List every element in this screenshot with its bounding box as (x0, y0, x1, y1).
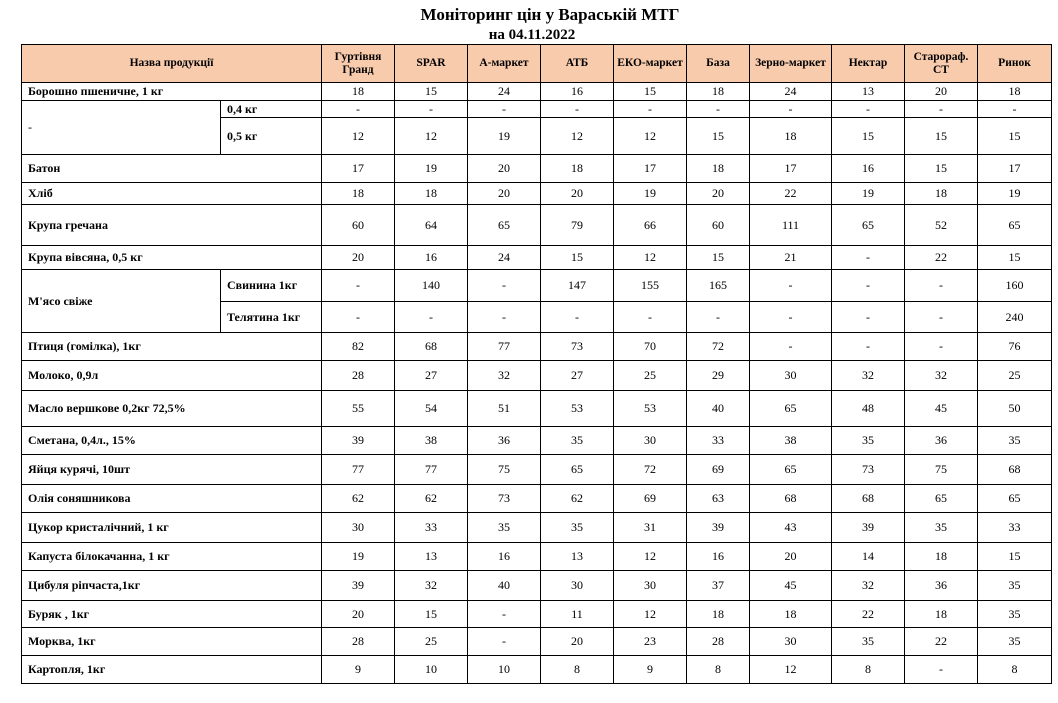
price-cell: 15 (832, 118, 905, 155)
price-cell: 15 (905, 155, 978, 183)
price-cell: 165 (687, 270, 750, 302)
product-subtype: Телятина 1кг (221, 302, 322, 333)
price-cell: 16 (687, 543, 750, 571)
price-cell: 140 (395, 270, 468, 302)
table-row (22, 571, 1052, 601)
price-cell: 62 (395, 485, 468, 513)
price-cell: - (614, 101, 687, 118)
price-cell: 16 (468, 543, 541, 571)
price-cell: 15 (978, 246, 1052, 270)
price-cell: 12 (614, 601, 687, 628)
price-cell: 39 (322, 571, 395, 601)
price-cell: 73 (541, 333, 614, 361)
price-cell: 18 (978, 83, 1052, 101)
price-cell: 19 (468, 118, 541, 155)
price-cell: - (468, 270, 541, 302)
price-cell: 35 (832, 628, 905, 656)
price-cell: 17 (322, 155, 395, 183)
price-cell: 69 (614, 485, 687, 513)
price-cell: 10 (395, 656, 468, 684)
price-cell: - (905, 656, 978, 684)
price-cell: 15 (978, 118, 1052, 155)
price-cell: - (832, 101, 905, 118)
price-cell: 12 (750, 656, 832, 684)
price-cell: 22 (905, 246, 978, 270)
product-name: Цукор кристалічний, 1 кг (22, 513, 322, 543)
header-store: Ринок (978, 45, 1052, 83)
price-cell: - (468, 628, 541, 656)
price-cell: 35 (978, 571, 1052, 601)
price-cell: - (687, 302, 750, 333)
page-title: Моніторинг цін у Вараській МТГ (420, 5, 680, 24)
price-cell: 32 (468, 361, 541, 391)
header-store: ЕКО-маркет (614, 45, 687, 83)
table-row (22, 455, 1052, 485)
table-row (22, 270, 1052, 302)
price-cell: 9 (322, 656, 395, 684)
price-cell: 24 (468, 246, 541, 270)
price-cell: 35 (468, 513, 541, 543)
price-cell: 20 (322, 246, 395, 270)
price-cell: 79 (541, 205, 614, 246)
price-cell: 53 (541, 391, 614, 427)
product-name: Птиця (гомілка), 1кг (22, 333, 322, 361)
price-cell: 15 (687, 118, 750, 155)
price-cell: 54 (395, 391, 468, 427)
product-name: Крупа вівсяна, 0,5 кг (22, 246, 322, 270)
product-name: Сметана, 0,4л., 15% (22, 427, 322, 455)
price-cell: 73 (832, 455, 905, 485)
price-cell: - (905, 270, 978, 302)
price-cell: 76 (978, 333, 1052, 361)
price-cell: 36 (905, 427, 978, 455)
price-cell: 37 (687, 571, 750, 601)
price-cell: 16 (832, 155, 905, 183)
price-cell: 38 (395, 427, 468, 455)
table-row (22, 543, 1052, 571)
product-name: Молоко, 0,9л (22, 361, 322, 391)
price-cell: 35 (905, 513, 978, 543)
price-cell: 73 (468, 485, 541, 513)
price-cell: 62 (322, 485, 395, 513)
price-cell: 39 (832, 513, 905, 543)
price-cell: 13 (832, 83, 905, 101)
price-cell: 12 (322, 118, 395, 155)
price-cell: 60 (322, 205, 395, 246)
price-cell: - (832, 302, 905, 333)
product-name: Олія соняшникова (22, 485, 322, 513)
table-row (22, 656, 1052, 684)
table-row (22, 513, 1052, 543)
price-cell: 15 (541, 246, 614, 270)
price-cell: - (322, 302, 395, 333)
price-cell: 30 (750, 361, 832, 391)
price-cell: 15 (395, 601, 468, 628)
price-cell: - (750, 270, 832, 302)
product-subtype: 0,4 кг (221, 101, 322, 118)
header-store: Старораф. СТ (905, 45, 978, 83)
price-cell: 60 (687, 205, 750, 246)
price-cell: 38 (750, 427, 832, 455)
price-cell: 75 (905, 455, 978, 485)
price-cell: 16 (395, 246, 468, 270)
price-cell: - (750, 101, 832, 118)
product-name: Крупа гречана (22, 205, 322, 246)
price-cell: - (541, 101, 614, 118)
price-cell: 20 (322, 601, 395, 628)
price-cell: - (832, 246, 905, 270)
price-cell: 32 (832, 571, 905, 601)
price-cell: 65 (978, 485, 1052, 513)
price-cell: 19 (322, 543, 395, 571)
price-cell: - (750, 302, 832, 333)
price-cell: - (468, 601, 541, 628)
price-cell: 111 (750, 205, 832, 246)
price-cell: 28 (687, 628, 750, 656)
price-table (21, 44, 1052, 684)
price-cell: 39 (322, 427, 395, 455)
price-cell: 147 (541, 270, 614, 302)
price-cell: 16 (541, 83, 614, 101)
price-cell: 19 (614, 183, 687, 205)
price-cell: 20 (750, 543, 832, 571)
price-cell: 32 (395, 571, 468, 601)
price-cell: 77 (468, 333, 541, 361)
price-cell: 25 (395, 628, 468, 656)
price-cell: 45 (750, 571, 832, 601)
price-cell: 14 (832, 543, 905, 571)
price-cell: 36 (468, 427, 541, 455)
price-cell: 65 (468, 205, 541, 246)
price-cell: 50 (978, 391, 1052, 427)
price-cell: 68 (832, 485, 905, 513)
product-name: Капуста білокачанна, 1 кг (22, 543, 322, 571)
price-cell: 35 (832, 427, 905, 455)
table-row (22, 83, 1052, 101)
price-cell: 66 (614, 205, 687, 246)
price-cell: 155 (614, 270, 687, 302)
price-cell: 75 (468, 455, 541, 485)
header-store: Нектар (832, 45, 905, 83)
price-cell: 39 (687, 513, 750, 543)
price-cell: 18 (395, 183, 468, 205)
price-cell: 20 (468, 155, 541, 183)
price-cell: 30 (322, 513, 395, 543)
price-cell: 12 (614, 118, 687, 155)
price-cell: 15 (905, 118, 978, 155)
price-cell: - (687, 101, 750, 118)
price-cell: 24 (468, 83, 541, 101)
price-cell: 33 (978, 513, 1052, 543)
price-cell: 70 (614, 333, 687, 361)
price-cell: 12 (541, 118, 614, 155)
price-cell: 77 (395, 455, 468, 485)
table-row (22, 601, 1052, 628)
price-cell: 45 (905, 391, 978, 427)
price-cell: - (541, 302, 614, 333)
price-cell: 240 (978, 302, 1052, 333)
product-name: - (22, 101, 221, 155)
header-store: SPAR (395, 45, 468, 83)
price-cell: 33 (395, 513, 468, 543)
price-cell: - (395, 101, 468, 118)
price-cell: 40 (687, 391, 750, 427)
price-cell: 19 (978, 183, 1052, 205)
price-cell: 52 (905, 205, 978, 246)
price-cell: 160 (978, 270, 1052, 302)
price-cell: 27 (541, 361, 614, 391)
product-name: Батон (22, 155, 322, 183)
price-cell: 30 (750, 628, 832, 656)
price-cell: 35 (541, 427, 614, 455)
header-row (22, 45, 1052, 83)
price-cell: - (832, 333, 905, 361)
price-cell: 65 (905, 485, 978, 513)
price-cell: 48 (832, 391, 905, 427)
header-store: Зерно-маркет (750, 45, 832, 83)
price-cell: 28 (322, 361, 395, 391)
header-store: А-маркет (468, 45, 541, 83)
price-cell: 68 (978, 455, 1052, 485)
price-cell: 20 (468, 183, 541, 205)
price-cell: 18 (322, 83, 395, 101)
product-subtype: Свинина 1кг (221, 270, 322, 302)
price-cell: 53 (614, 391, 687, 427)
price-cell: 82 (322, 333, 395, 361)
price-cell: 35 (978, 628, 1052, 656)
price-cell: 72 (687, 333, 750, 361)
price-cell: 15 (687, 246, 750, 270)
price-cell: 32 (832, 361, 905, 391)
price-cell: 63 (687, 485, 750, 513)
price-cell: 25 (614, 361, 687, 391)
price-cell: - (395, 302, 468, 333)
price-cell: 18 (750, 118, 832, 155)
price-cell: 17 (614, 155, 687, 183)
price-cell: 18 (322, 183, 395, 205)
price-cell: 51 (468, 391, 541, 427)
price-cell: 13 (541, 543, 614, 571)
price-cell: 22 (750, 183, 832, 205)
price-cell: - (905, 333, 978, 361)
table-row (22, 333, 1052, 361)
table-row (22, 485, 1052, 513)
table-row (22, 427, 1052, 455)
page-date: на 04.11.2022 (488, 27, 576, 43)
product-name: Картопля, 1кг (22, 656, 322, 684)
price-cell: 10 (468, 656, 541, 684)
price-cell: 35 (978, 427, 1052, 455)
price-cell: - (614, 302, 687, 333)
price-cell: 65 (832, 205, 905, 246)
table-row (22, 183, 1052, 205)
table-row (22, 246, 1052, 270)
product-name: М'ясо свіже (22, 270, 221, 333)
price-cell: 65 (978, 205, 1052, 246)
price-cell: 12 (614, 543, 687, 571)
product-name: Яйця курячі, 10шт (22, 455, 322, 485)
price-cell: 25 (978, 361, 1052, 391)
price-cell: 12 (395, 118, 468, 155)
price-cell: 11 (541, 601, 614, 628)
price-cell: 18 (687, 155, 750, 183)
price-cell: 13 (395, 543, 468, 571)
price-cell: 24 (750, 83, 832, 101)
price-cell: 65 (541, 455, 614, 485)
product-subtype: 0,5 кг (221, 118, 322, 155)
price-cell: 22 (905, 628, 978, 656)
price-cell: 15 (395, 83, 468, 101)
product-name: Борошно пшеничне, 1 кг (22, 83, 322, 101)
price-cell: 15 (978, 543, 1052, 571)
price-cell: 8 (687, 656, 750, 684)
price-cell: 30 (614, 427, 687, 455)
price-cell: 18 (687, 601, 750, 628)
price-cell: 19 (395, 155, 468, 183)
price-cell: 55 (322, 391, 395, 427)
price-cell: - (322, 270, 395, 302)
price-cell: 28 (322, 628, 395, 656)
price-cell: 35 (541, 513, 614, 543)
price-cell: 18 (687, 83, 750, 101)
price-cell: 20 (687, 183, 750, 205)
price-cell: 40 (468, 571, 541, 601)
price-cell: 30 (614, 571, 687, 601)
price-cell: - (905, 302, 978, 333)
table-row (22, 101, 1052, 118)
table-row (22, 155, 1052, 183)
price-cell: 65 (750, 455, 832, 485)
product-name: Хліб (22, 183, 322, 205)
product-name: Морква, 1кг (22, 628, 322, 656)
price-cell: - (468, 101, 541, 118)
price-cell: 20 (541, 183, 614, 205)
price-cell: 32 (905, 361, 978, 391)
price-cell: 9 (614, 656, 687, 684)
price-cell: - (832, 270, 905, 302)
price-cell: 18 (905, 183, 978, 205)
price-cell: 77 (322, 455, 395, 485)
price-cell: 69 (687, 455, 750, 485)
price-cell: 68 (750, 485, 832, 513)
price-cell: 36 (905, 571, 978, 601)
product-name: Цибуля ріпчаста,1кг (22, 571, 322, 601)
header-store: Гуртівня Гранд (322, 45, 395, 83)
price-cell: - (978, 101, 1052, 118)
price-cell: 72 (614, 455, 687, 485)
price-cell: 23 (614, 628, 687, 656)
price-cell: 18 (905, 543, 978, 571)
price-cell: 20 (541, 628, 614, 656)
price-cell: 12 (614, 246, 687, 270)
price-cell: 27 (395, 361, 468, 391)
price-cell: - (905, 101, 978, 118)
price-cell: 8 (832, 656, 905, 684)
price-cell: 64 (395, 205, 468, 246)
price-cell: 17 (750, 155, 832, 183)
price-cell: 18 (905, 601, 978, 628)
header-store: АТБ (541, 45, 614, 83)
price-cell: 21 (750, 246, 832, 270)
price-cell: 62 (541, 485, 614, 513)
header-product: Назва продукції (22, 45, 322, 83)
price-cell: 15 (614, 83, 687, 101)
price-cell: 8 (541, 656, 614, 684)
table-row (22, 361, 1052, 391)
product-name: Буряк , 1кг (22, 601, 322, 628)
price-cell: - (468, 302, 541, 333)
price-cell: 22 (832, 601, 905, 628)
table-row (22, 628, 1052, 656)
price-cell: 68 (395, 333, 468, 361)
price-cell: 65 (750, 391, 832, 427)
table-row (22, 391, 1052, 427)
price-cell: 43 (750, 513, 832, 543)
price-cell: 20 (905, 83, 978, 101)
price-cell: - (750, 333, 832, 361)
price-cell: 31 (614, 513, 687, 543)
price-cell: 18 (750, 601, 832, 628)
product-name: Масло вершкове 0,2кг 72,5% (22, 391, 322, 427)
price-cell: 19 (832, 183, 905, 205)
price-cell: 8 (978, 656, 1052, 684)
price-cell: - (322, 101, 395, 118)
price-cell: 17 (978, 155, 1052, 183)
table-row (22, 205, 1052, 246)
price-cell: 30 (541, 571, 614, 601)
header-store: База (687, 45, 750, 83)
price-cell: 33 (687, 427, 750, 455)
price-cell: 29 (687, 361, 750, 391)
price-cell: 35 (978, 601, 1052, 628)
price-cell: 18 (541, 155, 614, 183)
